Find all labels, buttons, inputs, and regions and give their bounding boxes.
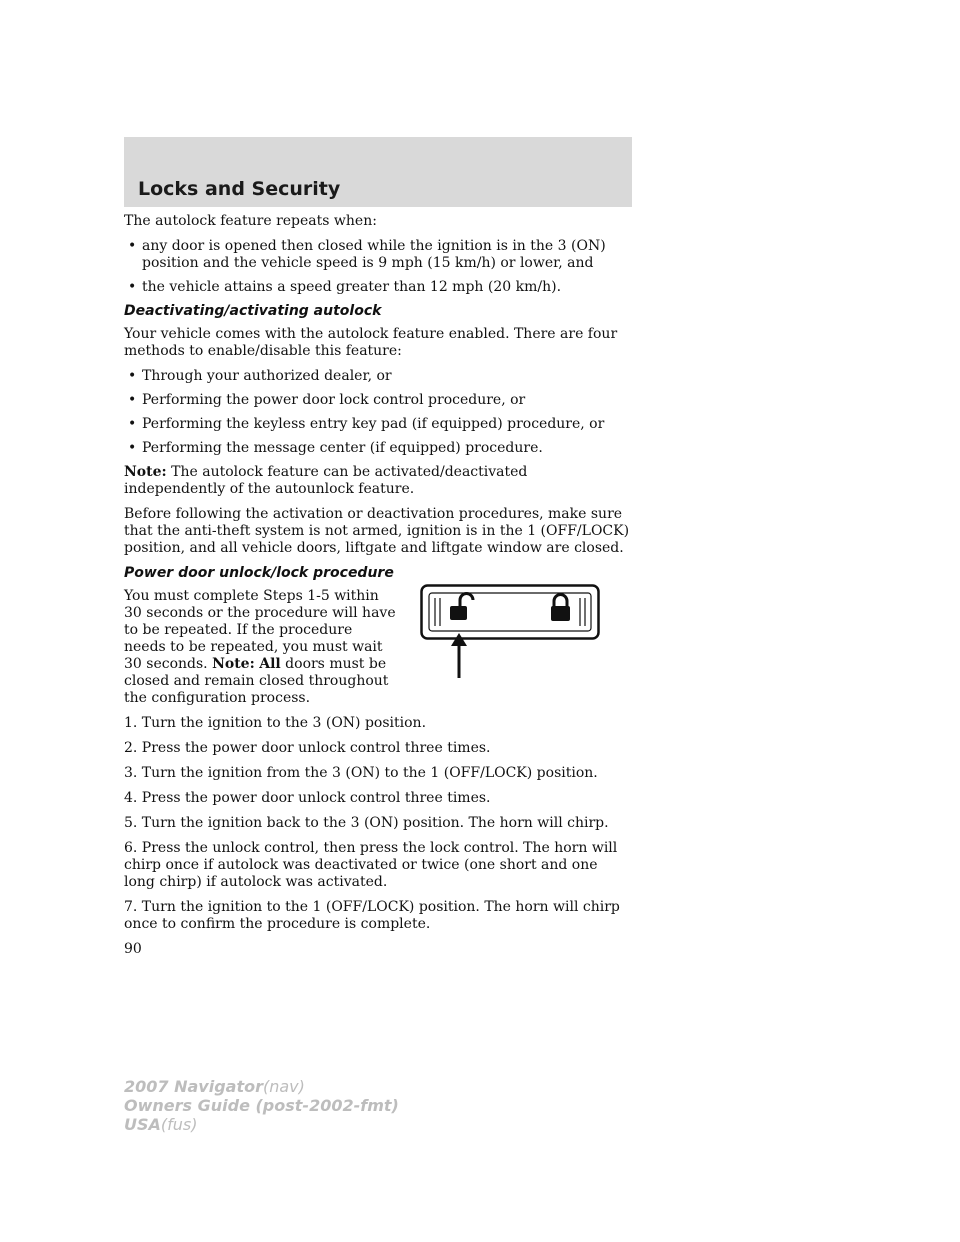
procedure-step: 7. Turn the ignition to the 1 (OFF/LOCK) position. The horn will chirp once to confirm the procedure is complete. xyxy=(124,899,620,932)
document-footer xyxy=(124,1077,399,1134)
door-lock-switch-illustration xyxy=(420,584,600,684)
method-bullet: • Performing the message center (if equipped) procedure. xyxy=(124,440,632,457)
footer-model-code: (nav) xyxy=(262,1077,305,1096)
power-note-label: Note: xyxy=(212,656,255,672)
power-procedure-intro xyxy=(124,588,396,707)
procedure-step: 5. Turn the ignition back to the 3 (ON) position. The horn will chirp. xyxy=(124,815,609,831)
footer-line xyxy=(124,1096,399,1115)
deactivating-intro: Your vehicle comes with the autolock feature enabled. There are four methods to enable/disable this feature: xyxy=(124,326,618,359)
page-number: 90 xyxy=(124,941,142,957)
procedure-step: 3. Turn the ignition from the 3 (ON) to the 1 (OFF/LOCK) position. xyxy=(124,765,598,781)
power-note-bold-word: All xyxy=(259,656,281,672)
heading-power-door: Power door unlock/lock procedure xyxy=(124,565,394,581)
method-bullet: • Through your authorized dealer, or xyxy=(124,368,632,385)
footer-guide: Owners Guide (post-2002-fmt) xyxy=(124,1096,399,1115)
footer-line xyxy=(124,1077,399,1096)
footer-line xyxy=(124,1115,399,1134)
before-following-paragraph: Before following the activation or deactivation procedures, make sure that the anti-theft system is not armed, ignition is in the 1 (OFF/LOCK) position, and all vehicle doors, liftgate and liftgate window are closed. xyxy=(124,506,630,556)
procedure-step: 1. Turn the ignition to the 3 (ON) position. xyxy=(124,715,427,731)
footer-market-code: (fus) xyxy=(160,1115,198,1134)
footer-model: 2007 Navigator xyxy=(124,1077,263,1096)
procedure-step: 2. Press the power door unlock control three times. xyxy=(124,740,491,756)
heading-deactivating: Deactivating/activating autolock xyxy=(124,303,382,319)
note-label: Note: xyxy=(124,464,167,480)
section-title: Locks and Security xyxy=(138,178,341,200)
procedure-step: 6. Press the unlock control, then press the lock control. The horn will chirp once if autolock was deactivated or twice (one short and one long chirp) if autolock was activated. xyxy=(124,840,618,890)
method-bullet: • Performing the power door lock control procedure, or xyxy=(124,392,632,409)
note-paragraph xyxy=(124,464,632,498)
procedure-step: 4. Press the power door unlock control three times. xyxy=(124,790,491,806)
autolock-intro: The autolock feature repeats when: xyxy=(124,213,377,229)
power-note-text: doors must be closed and remain closed throughout the configuration process. xyxy=(124,656,389,706)
repeat-bullet: • any door is opened then closed while the ignition is in the 3 (ON) position and the vehicle speed is 9 mph (15 km/h) or lower, and xyxy=(124,238,632,272)
method-bullet: • Performing the keyless entry key pad (if equipped) procedure, or xyxy=(124,416,632,433)
repeat-bullet: • the vehicle attains a speed greater than 12 mph (20 km/h). xyxy=(124,279,632,296)
footer-market: USA xyxy=(124,1115,161,1134)
power-intro-text: You must complete Steps 1-5 within 30 seconds or the procedure will have to be repeated. If the procedure needs to be repeated, you must wait 30 seconds. xyxy=(124,588,396,672)
note-text: The autolock feature can be activated/deactivated independently of the autounlock feature. xyxy=(124,464,528,497)
